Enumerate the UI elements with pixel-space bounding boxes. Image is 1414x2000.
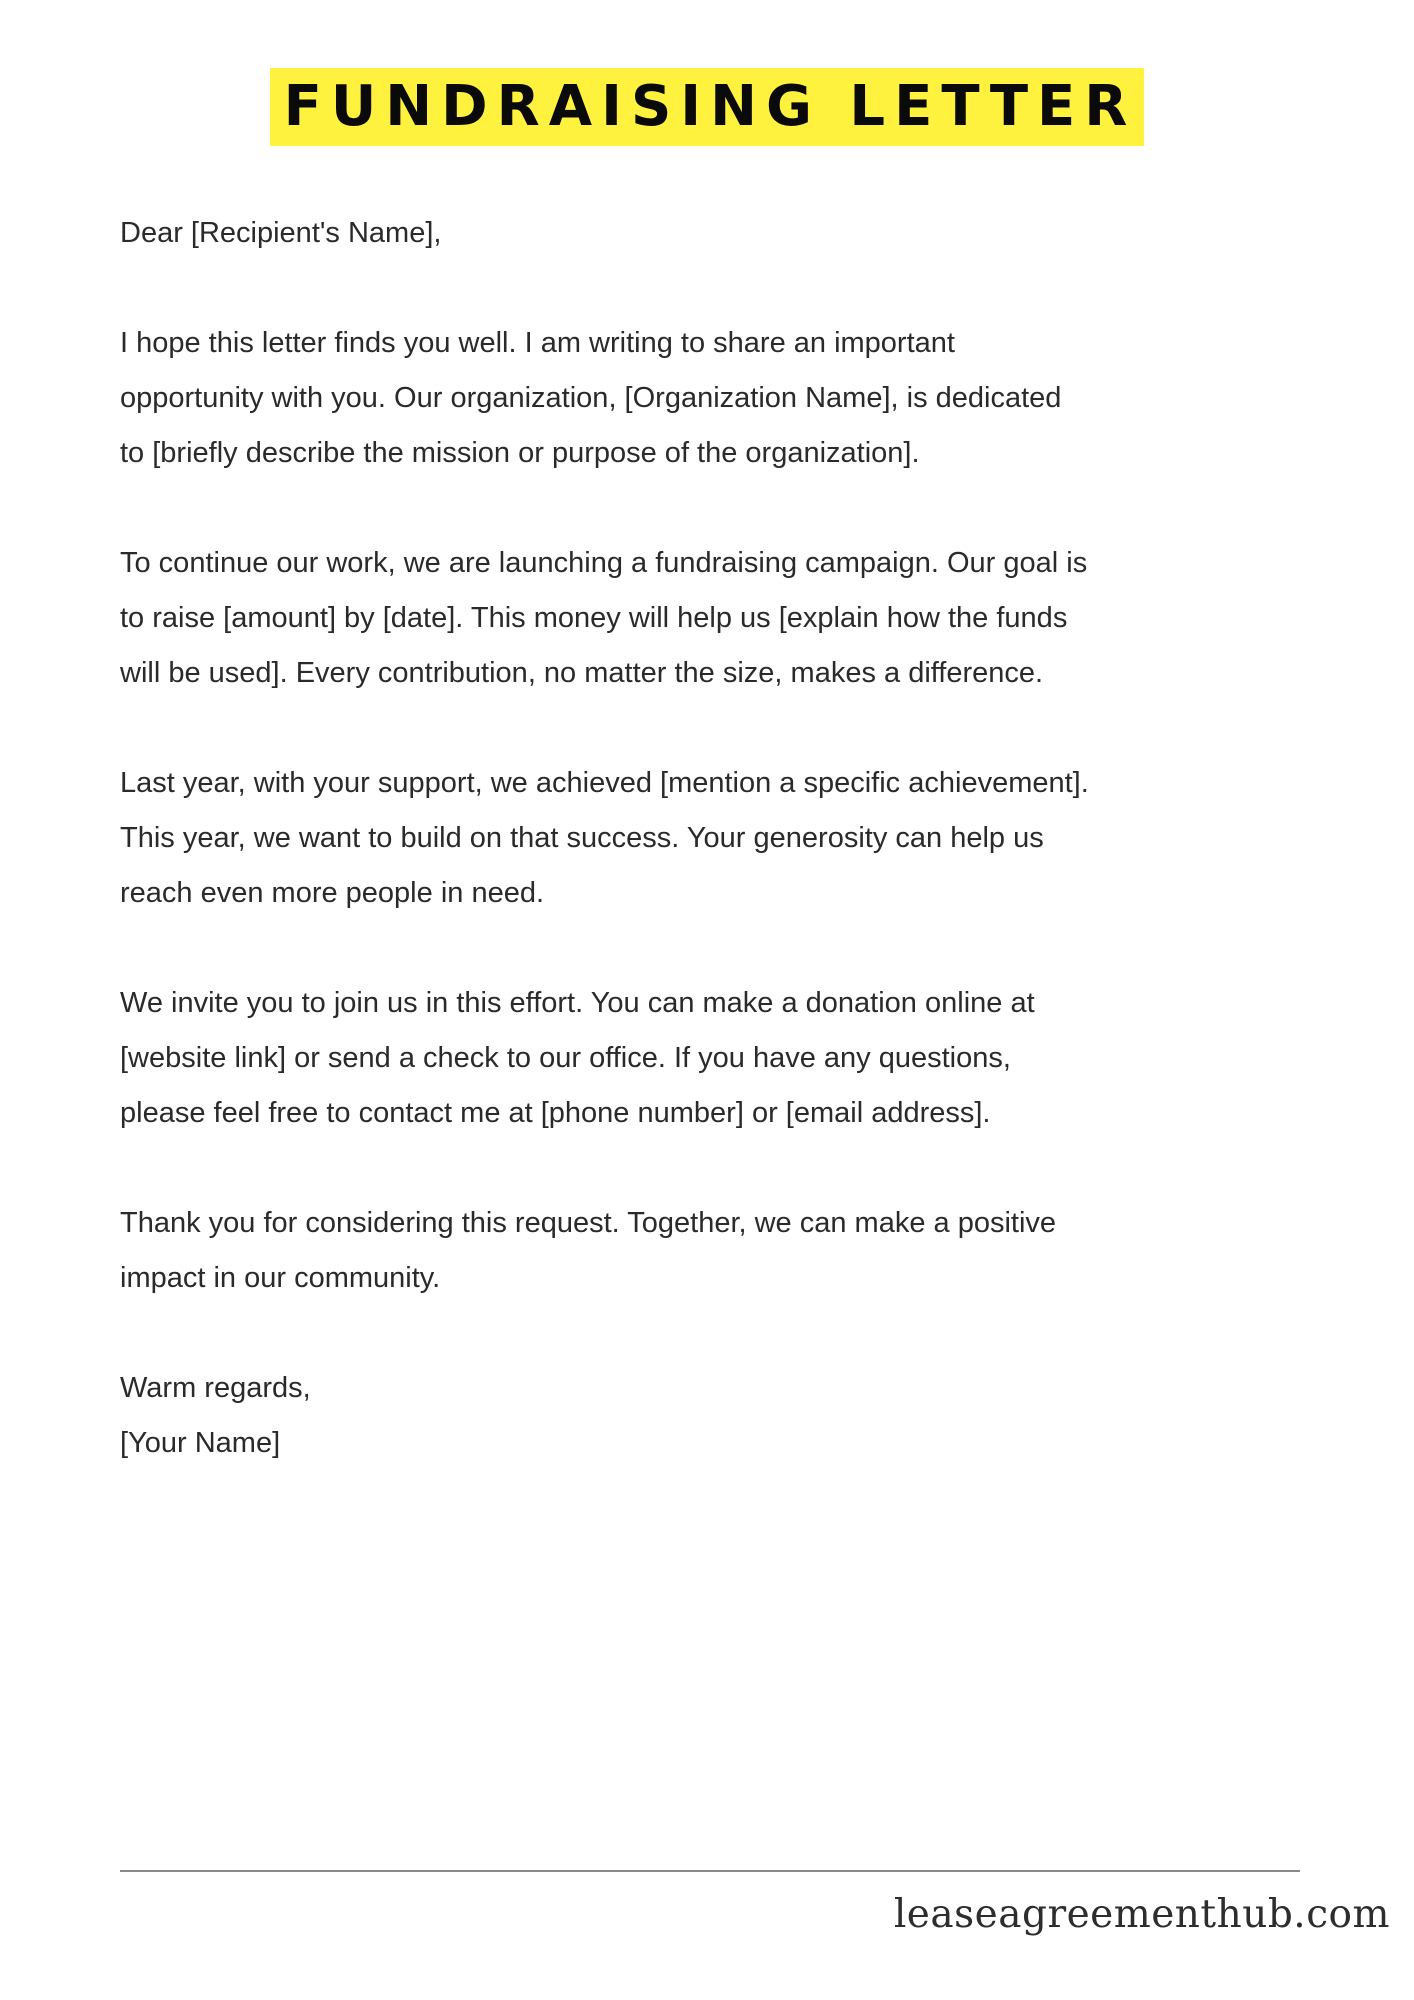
paragraph-line: will be used]. Every contribution, no matter the size, makes a difference. [120, 657, 1044, 689]
spacer [120, 481, 1320, 536]
salutation: Dear [Recipient's Name], [120, 217, 442, 249]
paragraph-line: This year, we want to build on that success. Your generosity can help us [120, 822, 1044, 854]
document-title: FUNDRAISING LETTER [270, 68, 1145, 146]
paragraph-line: Thank you for considering this request. Together, we can make a positive [120, 1207, 1057, 1239]
paragraph-line: [website link] or send a check to our office. If you have any questions, [120, 1042, 1011, 1074]
paragraph-line: I hope this letter finds you well. I am writing to share an important [120, 327, 955, 359]
signature: [Your Name] [120, 1427, 281, 1459]
spacer [120, 921, 1320, 976]
paragraph-intro [120, 316, 1320, 481]
title-wrapper [0, 68, 1414, 146]
paragraph-line: impact in our community. [120, 1262, 441, 1294]
paragraph-line: please feel free to contact me at [phone number] or [email address]. [120, 1097, 991, 1129]
paragraph-achievement [120, 756, 1320, 921]
paragraph-line: reach even more people in need. [120, 877, 545, 909]
spacer [120, 1306, 1320, 1361]
letter-body [120, 206, 1320, 1471]
paragraph-line: opportunity with you. Our organization, [Organization Name], is dedicated [120, 382, 1062, 414]
paragraph-line: Last year, with your support, we achieved [mention a specific achievement]. [120, 767, 1089, 799]
paragraph-line: To continue our work, we are launching a fundraising campaign. Our goal is [120, 547, 1088, 579]
paragraph-line: to [briefly describe the mission or purpose of the organization]. [120, 437, 920, 469]
spacer [120, 261, 1320, 316]
paragraph-campaign [120, 536, 1320, 701]
footer-divider [120, 1870, 1300, 1872]
paragraph-line: We invite you to join us in this effort. You can make a donation online at [120, 987, 1035, 1019]
paragraph-invitation [120, 976, 1320, 1141]
spacer [120, 701, 1320, 756]
closing: Warm regards, [120, 1372, 311, 1404]
paragraph-line: to raise [amount] by [date]. This money will help us [explain how the funds [120, 602, 1068, 634]
paragraph-thanks [120, 1196, 1320, 1306]
footer-site-name: leaseagreementhub.com [893, 1892, 1390, 1937]
spacer [120, 1141, 1320, 1196]
